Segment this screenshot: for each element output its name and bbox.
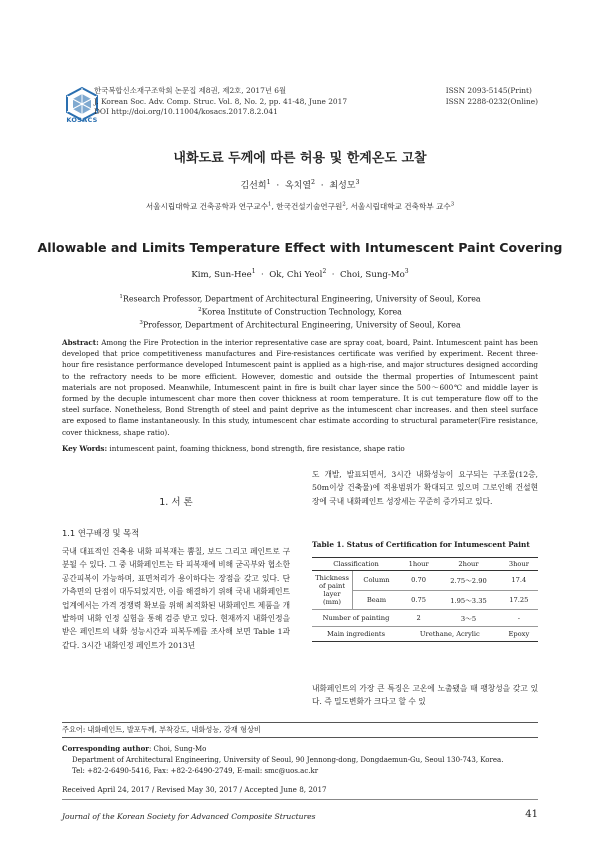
abstract [62, 337, 538, 438]
table-cell: 17.4 [500, 571, 538, 591]
table-cell: 3～5 [437, 610, 500, 627]
body-paragraph-left: 국내 대표적인 건축용 내화 피복재는 뿜칠, 보드 그리고 페인트로 구분될 수 있다. 그 중 내화페인트는 타 피복재에 비해 굳곡부와 협소한 공간피복이 가능하며, 표면처리가 용이하다는 장점을 갖고 있다. 단가측면의 단점이 대두되었지만, 이를 해결하기 위해 국내 내화페인트 업계에서는 가격 경쟁력 확보를 위해 최적화된 내화페인트 제품을 개발하며 내화 인정 실험을 통해 검증 받고 있다. 현재까지 내화인정을 받은 페인트의 내화 성능시간과 피복두께를 조사해 보면 Table 1과 같다. 3시간 내화인정 페인트가 2013년 [62, 547, 290, 650]
paper-title-kr: 내화도료 두께에 따른 허용 및 한계온도 고찰 [173, 151, 427, 166]
issn-online: ISSN 2288-0232(Online) [445, 96, 538, 106]
certification-table [312, 557, 538, 642]
table-cell: 2.75～2.90 [437, 571, 500, 591]
abstract-text: Among the Fire Protection in the interior representative case are spray coat, board, Paint. Intumescent paint has been developed that price competitiveness manufactures and Fire-resistances certificate was verified by experiment. Recent three-hour fire resistance performance developed Intumescent paint is applied as a high-rise, and major structures designed according to the refractory needs to be more efficient. However, domestic and outside the thermal properties of Intumescent paint materials are not proposed. Meanwhile, Intumescent paint in fire is built char layer since the 500～600℃ and middle layer is formed by the decuple intumescent char more then cover thickness at room temperature. It is cut temperature flow off to the steel surface. Nonetheless, Bond Strength of steel and paint deprive as the intumescent char increases. and then steel surface are exposed to flame instantaneously. In this study, intumescent char estimate according to structural parameter(Fire resistance, cover thickness, shape ratio). [62, 338, 538, 437]
table-header-cell: 3hour [500, 558, 538, 571]
paper-title-en: Allowable and Limits Temperature Effect with Intumescent Paint Covering [37, 240, 563, 255]
affiliation-1: $^1$Research Professor, Department of Architectural Engineering, University of Seoul, Korea [119, 294, 481, 304]
doi-link[interactable]: DOI http://doi.org/10.11004/kosacs.2017.8.2.041 [94, 107, 278, 117]
abstract-label: Abstract: [62, 338, 99, 347]
table-cell: Urethane, Acrylic [400, 627, 500, 642]
footer-journal: Journal of the Korean Society for Advanced Composite Structures [62, 812, 316, 821]
table-row [312, 627, 538, 642]
table-header-cell: Classification [312, 558, 400, 571]
keywords-kr: 주요어: 내화페인트, 발포두께, 부착강도, 내화성능, 강재 형상비 [62, 725, 261, 734]
keywords-label: Key Words: [62, 444, 108, 453]
table-cell: Column [353, 571, 401, 591]
corresponding-name: : Choi, Sung-Mo [148, 745, 207, 753]
keywords-text: intumescent paint, foaming thickness, bond strength, fire resistance, shape ratio [107, 444, 405, 453]
subsection-title: 1.1 연구배경 및 목적 [62, 528, 140, 538]
table-header-row [312, 558, 538, 571]
table-cell: 0.70 [400, 571, 437, 591]
footer-divider [62, 799, 538, 800]
table-cell: Beam [353, 590, 401, 610]
journal-name-kr: 한국복합신소재구조학회 논문집 제8권, 제2호, 2017년 6월 [94, 86, 287, 95]
issn-print: ISSN 2093-5145(Print) [445, 86, 532, 95]
body-paragraph-right-2: 내화페인트의 가장 큰 특징은 고온에 노출됐을 때 팽창성을 갖고 있다. 즉 밀도변화가 크다고 할 수 있 [312, 684, 538, 707]
table-cell: Main ingredients [312, 627, 400, 642]
table-header-cell: 1hour [400, 558, 437, 571]
logo-text: KOSACS [66, 116, 98, 124]
affiliation-3: $^3$Professor, Department of Architectural Engineering, University of Seoul, Korea [139, 320, 461, 331]
corresponding-label: Corresponding author [62, 744, 149, 753]
journal-name-en: J. Korean Soc. Adv. Comp. Struc. Vol. 8, No. 2, pp. 41-48, June 2017 [94, 96, 348, 106]
body-paragraph-right-1: 도 개발, 발표되면서, 3시간 내화성능이 요구되는 구조물(12층, 50m이상 건축물)에 적용범위가 확대되고 있으며 그로인해 건설현장에 국내 내화페인트 성장세는 꾸준히 증가되고 있다. [312, 470, 538, 506]
affiliations-kr: 서울시립대학교 건축공학과 연구교수$^1$, 한국건설기술연구원$^2$, 서울시립대학교 건축학부 교수$^3$ [145, 201, 455, 211]
table-caption: Table 1. Status of Certification for Intumescent Paint [312, 540, 530, 549]
received-dates: Received April 24, 2017 / Revised May 30, 2017 / Accepted June 8, 2017 [62, 785, 327, 794]
table-cell: 1.95～3.35 [437, 590, 500, 610]
affiliation-2: $^2$Korea Institute of Construction Technology, Korea [198, 307, 402, 317]
table-row [312, 571, 538, 591]
keywords [62, 444, 538, 453]
table-cell: Number of painting [312, 610, 400, 627]
authors-en: Kim, Sun-Hee$^1$ · Ok, Chi Yeol$^2$ · Choi, Sung-Mo$^3$ [191, 268, 409, 280]
section-title: 1. 서 론 [159, 497, 193, 508]
table-cell: - [500, 610, 538, 627]
affiliations-en [0, 292, 600, 332]
journal-header [94, 86, 347, 118]
table-header-cell: 2hour [437, 558, 500, 571]
divider [62, 722, 538, 723]
table-group-label: Thickness of paint layer (mm) [312, 571, 353, 610]
table-cell: 2 [400, 610, 437, 627]
divider [62, 737, 538, 738]
page-number: 41 [525, 809, 538, 820]
table-row [312, 610, 538, 627]
corresponding-address: Department of Architectural Engineering, University of Seoul, 90 Jennong-dong, Dongdaemun-Gu, Seoul 130-743, Korea. [72, 755, 504, 764]
authors-kr: 김선희$^1$ · 옥치열$^2$ · 최성모$^3$ [240, 179, 360, 191]
issn-block [446, 86, 538, 107]
corresponding-contact: Tel: +82-2-6490-5416, Fax: +82-2-6490-2749, E-mail: smc@uos.ac.kr [72, 766, 319, 775]
table-cell: 17.25 [500, 590, 538, 610]
table-cell: Epoxy [500, 627, 538, 642]
table-cell: 0.75 [400, 590, 437, 610]
corresponding-author [62, 744, 538, 776]
